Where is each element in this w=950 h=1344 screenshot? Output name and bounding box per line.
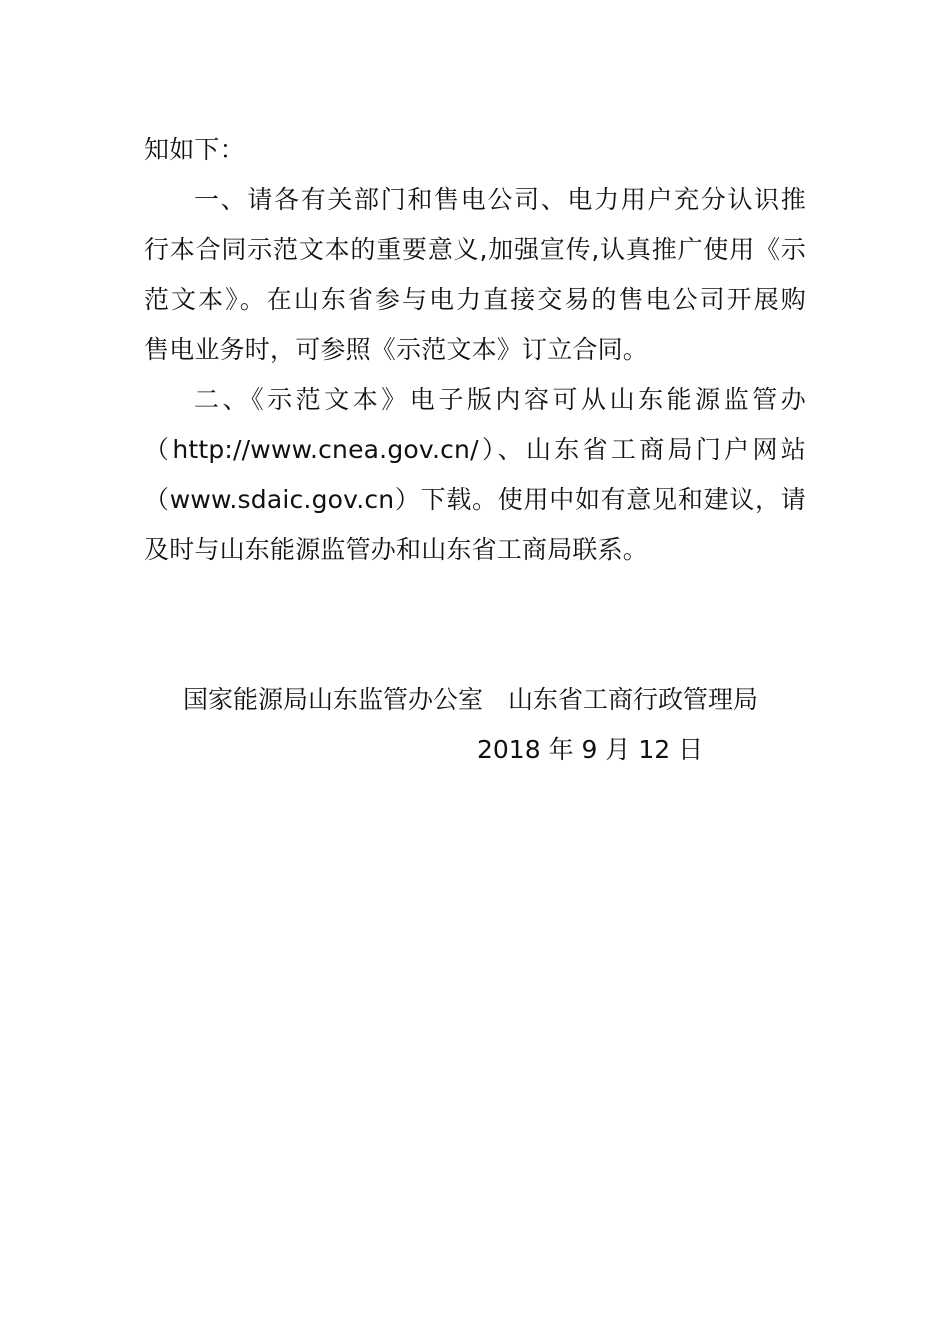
text-line-url: （www.sdaic.gov.cn）下载。使用中如有意见和建议，请 [144,485,806,514]
signature-date: 2018 年 9 月 12 日 [477,735,704,764]
text-line-item-one: 一、请各有关部门和售电公司、电力用户充分认识推 [194,185,806,214]
text-line: 范文本》。在山东省参与电力直接交易的售电公司开展购 [144,285,806,314]
text-line: 行本合同示范文本的重要意义,加强宣传,认真推广使用《示 [144,235,806,264]
text-line-intro: 知如下： [144,135,245,164]
text-line-url: （http://www.cnea.gov.cn/）、山东省工商局门户网站 [144,435,806,464]
text-line: 售电业务时，可参照《示范文本》订立合同。 [144,335,649,364]
text-line: 及时与山东能源监管办和山东省工商局联系。 [144,535,649,564]
text-line-item-two: 二、《示范文本》电子版内容可从山东能源监管办 [194,385,806,414]
signature-organizations: 国家能源局山东监管办公室 山东省工商行政管理局 [183,685,759,714]
